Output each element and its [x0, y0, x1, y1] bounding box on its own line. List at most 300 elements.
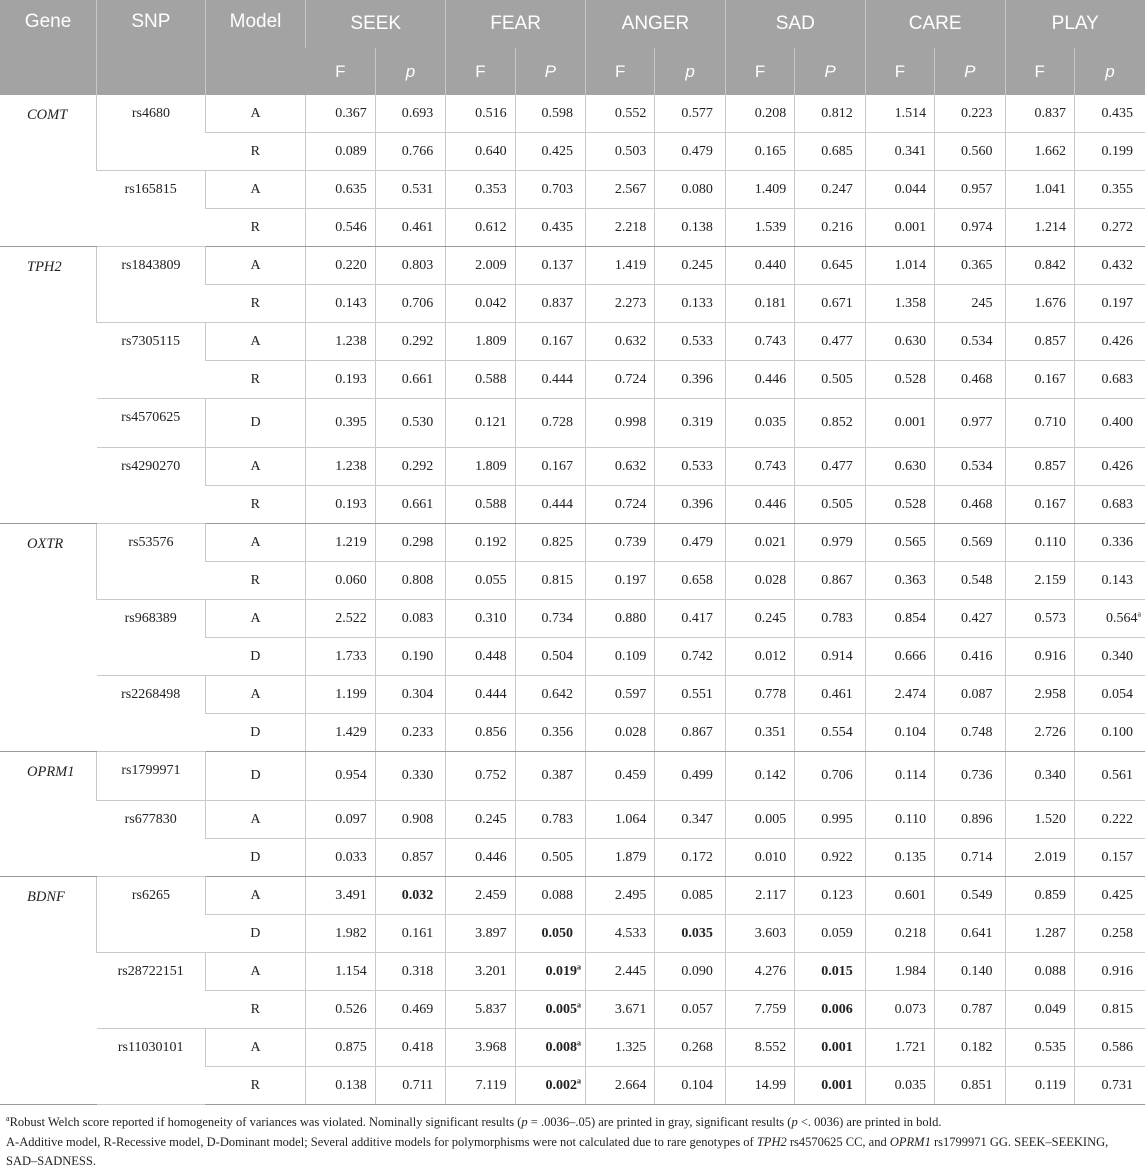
f-value-cell: [1005, 361, 1074, 399]
p-value-cell: [655, 486, 725, 524]
f-value-cell: [865, 171, 934, 209]
p-value-cell: [935, 361, 1005, 399]
cell-value: 0.577: [681, 105, 713, 121]
cell-value: 1.539: [754, 219, 787, 235]
table-row: [0, 323, 1145, 361]
cell-value: 0.427: [961, 610, 993, 626]
model-cell: A: [205, 676, 306, 714]
cell-value: 0.766: [401, 143, 434, 159]
p-value-cell: [795, 524, 865, 562]
f-value-cell: [865, 676, 934, 714]
table-row: [0, 676, 1145, 714]
cell-value: 1.429: [335, 724, 367, 740]
cell-value: 0.054: [1101, 686, 1133, 702]
cell-value: 0.104: [894, 724, 927, 740]
cell-value: 0.087: [961, 686, 993, 702]
p-value-cell: [515, 285, 585, 323]
p-value-cell: [515, 562, 585, 600]
p-value-cell: [1074, 285, 1145, 323]
p-value-cell: [655, 714, 725, 752]
footnote-line-2: [6, 1133, 1139, 1172]
p-value-cell: [655, 752, 725, 801]
cell-value: 0.783: [821, 610, 853, 626]
cell-value: 0.459: [614, 768, 647, 783]
cell-value: 0.461: [401, 219, 434, 235]
cell-value: 0.837: [541, 295, 574, 311]
p-value-cell: [935, 448, 1005, 486]
f-value-cell: [306, 953, 375, 991]
f-value-cell: [1005, 1029, 1074, 1067]
cell-value: 0.319: [681, 415, 713, 430]
cell-value: 0.042: [475, 295, 507, 311]
cell-value: 3.671: [614, 1001, 647, 1017]
table-row: [0, 1029, 1145, 1067]
cell-value: 0.551: [681, 686, 713, 702]
footnote-text: Robust Welch score reported if homogeneity of variances was violated. Nominally significant results (: [9, 1115, 522, 1129]
f-value-cell: [725, 171, 794, 209]
cell-value: 0.193: [335, 371, 367, 387]
f-value-cell: [306, 285, 375, 323]
cell-value: 0.706: [821, 768, 853, 783]
p-value-cell: [375, 638, 445, 676]
f-value-cell: [725, 839, 794, 877]
f-value-cell: [865, 361, 934, 399]
p-value-cell: [655, 285, 725, 323]
cell-value: 0.693: [401, 105, 434, 121]
cell-value: 0.019: [545, 963, 578, 979]
cell-value: 0.192: [475, 534, 507, 550]
p-value-cell: [655, 448, 725, 486]
header-model: Model: [205, 0, 306, 95]
cell-value: 1.662: [1034, 143, 1066, 159]
f-value-cell: [865, 600, 934, 638]
cell-value: 0.632: [614, 458, 647, 474]
f-value-cell: [725, 562, 794, 600]
cell-value: 0.272: [1101, 219, 1133, 235]
p-value-cell: [1074, 133, 1145, 171]
table-row: [0, 877, 1145, 915]
footnote-mark: a: [577, 1075, 582, 1085]
p-value-cell: [935, 714, 1005, 752]
f-value-cell: [306, 676, 375, 714]
table-row: [0, 801, 1145, 839]
cell-value: 0.661: [401, 496, 434, 512]
table-row: [0, 95, 1145, 133]
snp-cell: rs28722151: [97, 953, 206, 1029]
p-value-cell: [1074, 991, 1145, 1029]
p-value-cell: [515, 801, 585, 839]
cell-value: 0.426: [1101, 333, 1133, 349]
gene-cell: OPRM1: [0, 752, 97, 877]
p-value-cell: [375, 133, 445, 171]
f-value-cell: [1005, 915, 1074, 953]
cell-value: 1.014: [894, 257, 927, 273]
f-value-cell: [446, 714, 515, 752]
cell-value: 3.897: [475, 925, 507, 941]
cell-value: 0.133: [681, 295, 713, 311]
snp-cell: rs968389: [97, 600, 206, 676]
model-cell: A: [205, 524, 306, 562]
p-value-cell: [795, 839, 865, 877]
p-value-cell: [935, 991, 1005, 1029]
cell-value: 0.181: [754, 295, 787, 311]
cell-value: 0.534: [961, 458, 993, 474]
p-value-cell: [795, 1029, 865, 1067]
model-cell: R: [205, 133, 306, 171]
cell-value: 0.503: [614, 143, 647, 159]
p-value-cell: [515, 524, 585, 562]
subheader-p: P: [515, 48, 585, 95]
header-trait-play: PLAY: [1005, 0, 1145, 48]
f-value-cell: [586, 839, 655, 877]
p-value-cell: [375, 524, 445, 562]
f-value-cell: [725, 323, 794, 361]
f-value-cell: [586, 361, 655, 399]
f-value-cell: [1005, 285, 1074, 323]
cell-value: 1.721: [894, 1039, 927, 1055]
snp-cell: rs4570625: [97, 399, 206, 448]
p-value-cell: [515, 1067, 585, 1105]
f-value-cell: [586, 953, 655, 991]
gene-cell: TPH2: [0, 247, 97, 524]
snp-cell: rs165815: [97, 171, 206, 247]
table-row: [0, 247, 1145, 285]
p-value-cell: [375, 991, 445, 1029]
f-value-cell: [865, 486, 934, 524]
cell-value: 2.159: [1034, 572, 1066, 588]
cell-value: 0.208: [754, 105, 787, 121]
cell-value: 1.214: [1034, 219, 1066, 235]
f-value-cell: [725, 676, 794, 714]
f-value-cell: [306, 877, 375, 915]
cell-value: 0.021: [754, 534, 787, 550]
p-value-cell: [655, 361, 725, 399]
model-cell: R: [205, 562, 306, 600]
p-value-cell: [1074, 752, 1145, 801]
p-value-cell: [375, 953, 445, 991]
p-value-cell: [795, 638, 865, 676]
cell-value: 0.418: [401, 1039, 434, 1055]
cell-value: 0.035: [754, 415, 787, 430]
snp-cell: rs7305115: [97, 323, 206, 399]
cell-value: 0.561: [1101, 768, 1133, 783]
f-value-cell: [586, 600, 655, 638]
f-value-cell: [306, 714, 375, 752]
cell-value: 0.856: [475, 724, 507, 740]
p-value-cell: [515, 1029, 585, 1067]
f-value-cell: [446, 133, 515, 171]
cell-value: 0.479: [681, 143, 713, 159]
cell-value: 0.028: [614, 724, 647, 740]
p-value-cell: [795, 448, 865, 486]
cell-value: 0.032: [401, 887, 434, 903]
cell-value: 0.167: [1034, 371, 1066, 387]
p-value-cell: [795, 247, 865, 285]
cell-value: 0.546: [335, 219, 367, 235]
cell-value: 5.837: [475, 1001, 507, 1017]
cell-value: 4.533: [614, 925, 647, 941]
f-value-cell: [446, 486, 515, 524]
cell-value: 0.114: [895, 768, 927, 783]
p-value-cell: [1074, 600, 1145, 638]
p-value-cell: [655, 877, 725, 915]
p-value-cell: [795, 562, 865, 600]
cell-value: 0.995: [821, 811, 853, 827]
p-value-cell: [655, 839, 725, 877]
cell-value: 1.982: [335, 925, 367, 941]
model-cell: A: [205, 323, 306, 361]
cell-value: 0.330: [401, 768, 434, 783]
f-value-cell: [1005, 209, 1074, 247]
f-value-cell: [446, 953, 515, 991]
p-value-cell: [1074, 801, 1145, 839]
f-value-cell: [446, 95, 515, 133]
cell-value: 0.035: [894, 1077, 927, 1093]
cell-value: 1.041: [1034, 181, 1066, 197]
p-value-cell: [935, 1067, 1005, 1105]
cell-value: 1.809: [475, 333, 507, 349]
subheader-p: p: [375, 48, 445, 95]
f-value-cell: [865, 399, 934, 448]
cell-value: 0.528: [894, 496, 927, 512]
f-value-cell: [446, 991, 515, 1029]
cell-value: 0.222: [1101, 811, 1133, 827]
p-value-cell: [515, 953, 585, 991]
cell-value: 0.461: [821, 686, 853, 702]
cell-value: 0.815: [541, 572, 574, 588]
f-value-cell: [586, 676, 655, 714]
cell-value: 0.703: [541, 181, 574, 197]
cell-value: 0.851: [961, 1077, 993, 1093]
f-value-cell: [586, 801, 655, 839]
cell-value: 0.033: [335, 849, 367, 865]
p-value-cell: [935, 877, 1005, 915]
f-value-cell: [1005, 714, 1074, 752]
cell-value: 1.984: [894, 963, 927, 979]
p-value-cell: [515, 361, 585, 399]
cell-value: 0.167: [1034, 496, 1066, 512]
header-trait-seek: SEEK: [306, 0, 446, 48]
f-value-cell: [446, 915, 515, 953]
f-value-cell: [865, 638, 934, 676]
snp-cell: rs4680: [97, 95, 206, 171]
cell-value: 0.469: [401, 1001, 434, 1017]
cell-value: 0.724: [614, 496, 647, 512]
cell-value: 0.167: [541, 333, 574, 349]
cell-value: 0.010: [754, 849, 787, 865]
subheader-p: P: [795, 48, 865, 95]
cell-value: 0.028: [754, 572, 787, 588]
f-value-cell: [725, 524, 794, 562]
f-value-cell: [725, 991, 794, 1029]
cell-value: 0.908: [401, 811, 434, 827]
f-value-cell: [725, 486, 794, 524]
f-value-cell: [586, 171, 655, 209]
cell-value: 0.867: [681, 724, 713, 740]
cell-value: 0.425: [1101, 887, 1133, 903]
cell-value: 0.165: [754, 143, 787, 159]
cell-value: 0.468: [961, 371, 993, 387]
f-value-cell: [586, 247, 655, 285]
cell-value: 0.526: [335, 1001, 367, 1017]
model-cell: A: [205, 600, 306, 638]
p-value-cell: [655, 399, 725, 448]
snp-cell: rs1843809: [97, 247, 206, 323]
cell-value: 0.535: [1034, 1039, 1066, 1055]
p-value-cell: [375, 448, 445, 486]
f-value-cell: [865, 1029, 934, 1067]
cell-value: 0.005: [754, 811, 787, 827]
cell-value: 0.783: [541, 811, 574, 827]
cell-value: 0.220: [335, 257, 367, 273]
p-value-cell: [655, 323, 725, 361]
f-value-cell: [1005, 524, 1074, 562]
header-trait-anger: ANGER: [586, 0, 726, 48]
cell-value: 0.852: [821, 415, 853, 430]
cell-value: 0.355: [1101, 181, 1133, 197]
f-value-cell: [586, 915, 655, 953]
p-value-cell: [935, 399, 1005, 448]
cell-value: 0.658: [681, 572, 713, 588]
model-cell: D: [205, 714, 306, 752]
f-value-cell: [306, 839, 375, 877]
f-value-cell: [586, 524, 655, 562]
cell-value: 1.199: [335, 686, 367, 702]
footnote-mark: a: [577, 961, 582, 971]
p-value-cell: [795, 676, 865, 714]
cell-value: 0.645: [821, 257, 853, 273]
table-row: [0, 524, 1145, 562]
cell-value: 0.367: [335, 105, 367, 121]
cell-value: 0.685: [821, 143, 853, 159]
f-value-cell: [725, 448, 794, 486]
snp-cell: rs4290270: [97, 448, 206, 524]
p-value-cell: [515, 752, 585, 801]
cell-value: 0.916: [1101, 963, 1133, 979]
cell-value: 1.676: [1034, 295, 1066, 311]
cell-value: 0.842: [1034, 257, 1066, 273]
footnote-text: p: [521, 1115, 528, 1129]
footnote-text: rs4570625 CC, and: [786, 1134, 890, 1149]
f-value-cell: [446, 839, 515, 877]
cell-value: 0.138: [335, 1077, 367, 1093]
cell-value: 7.759: [754, 1001, 787, 1017]
cell-value: 0.233: [401, 724, 434, 740]
cell-value: 0.569: [961, 534, 993, 550]
cell-value: 1.238: [335, 458, 367, 474]
cell-value: 0.597: [614, 686, 647, 702]
f-value-cell: [306, 95, 375, 133]
p-value-cell: [655, 171, 725, 209]
model-cell: A: [205, 953, 306, 991]
footnote-mark: a: [1137, 608, 1141, 618]
subheader-f: F: [865, 48, 934, 95]
p-value-cell: [935, 1029, 1005, 1067]
p-value-cell: [655, 562, 725, 600]
p-value-cell: [515, 95, 585, 133]
table-body: [0, 95, 1145, 1105]
cell-value: 0.742: [681, 648, 713, 664]
cell-value: 2.522: [335, 610, 367, 626]
cell-value: 3.201: [475, 963, 507, 979]
p-value-cell: [935, 133, 1005, 171]
p-value-cell: [1074, 95, 1145, 133]
f-value-cell: [865, 562, 934, 600]
cell-value: 0.573: [1034, 610, 1066, 626]
f-value-cell: [586, 1029, 655, 1067]
model-cell: D: [205, 839, 306, 877]
cell-value: 0.110: [1034, 534, 1066, 550]
cell-value: 0.736: [961, 768, 993, 783]
f-value-cell: [446, 638, 515, 676]
cell-value: 0.683: [1101, 371, 1133, 387]
cell-value: 0.641: [961, 925, 993, 941]
cell-value: 0.396: [681, 496, 713, 512]
cell-value: 0.812: [821, 105, 853, 121]
f-value-cell: [1005, 323, 1074, 361]
cell-value: 0.977: [961, 415, 993, 430]
f-value-cell: [306, 600, 375, 638]
cell-value: 0.477: [821, 333, 853, 349]
footnote-mark: a: [577, 1037, 582, 1047]
f-value-cell: [865, 877, 934, 915]
p-value-cell: [1074, 361, 1145, 399]
p-value-cell: [375, 600, 445, 638]
cell-value: 0.365: [961, 257, 993, 273]
cell-value: 0.533: [681, 333, 713, 349]
cell-value: 0.001: [894, 219, 927, 235]
f-value-cell: [865, 285, 934, 323]
header-row: [0, 0, 1145, 48]
cell-value: 0.417: [681, 610, 713, 626]
cell-value: 0.247: [821, 181, 853, 197]
p-value-cell: [655, 991, 725, 1029]
model-cell: A: [205, 877, 306, 915]
cell-value: 0.035: [681, 925, 713, 941]
table-row: [0, 752, 1145, 801]
f-value-cell: [725, 752, 794, 801]
f-value-cell: [446, 285, 515, 323]
cell-value: 2.664: [614, 1077, 647, 1093]
cell-value: 0.739: [614, 534, 647, 550]
p-value-cell: [795, 209, 865, 247]
p-value-cell: [795, 323, 865, 361]
p-value-cell: [795, 95, 865, 133]
f-value-cell: [1005, 562, 1074, 600]
f-value-cell: [446, 752, 515, 801]
cell-value: 2.273: [614, 295, 647, 311]
p-value-cell: [515, 448, 585, 486]
f-value-cell: [1005, 676, 1074, 714]
p-value-cell: [655, 247, 725, 285]
cell-value: 0.001: [821, 1039, 853, 1055]
p-value-cell: [515, 323, 585, 361]
f-value-cell: [586, 448, 655, 486]
cell-value: 0.085: [681, 887, 713, 903]
f-value-cell: [446, 524, 515, 562]
f-value-cell: [865, 448, 934, 486]
cell-value: 2.218: [614, 219, 647, 235]
p-value-cell: [515, 209, 585, 247]
f-value-cell: [586, 399, 655, 448]
f-value-cell: [1005, 95, 1074, 133]
cell-value: 0.859: [1034, 887, 1066, 903]
model-cell: R: [205, 486, 306, 524]
p-value-cell: [515, 247, 585, 285]
p-value-cell: [515, 600, 585, 638]
p-value-cell: [795, 1067, 865, 1105]
cell-value: 2.726: [1034, 724, 1066, 740]
